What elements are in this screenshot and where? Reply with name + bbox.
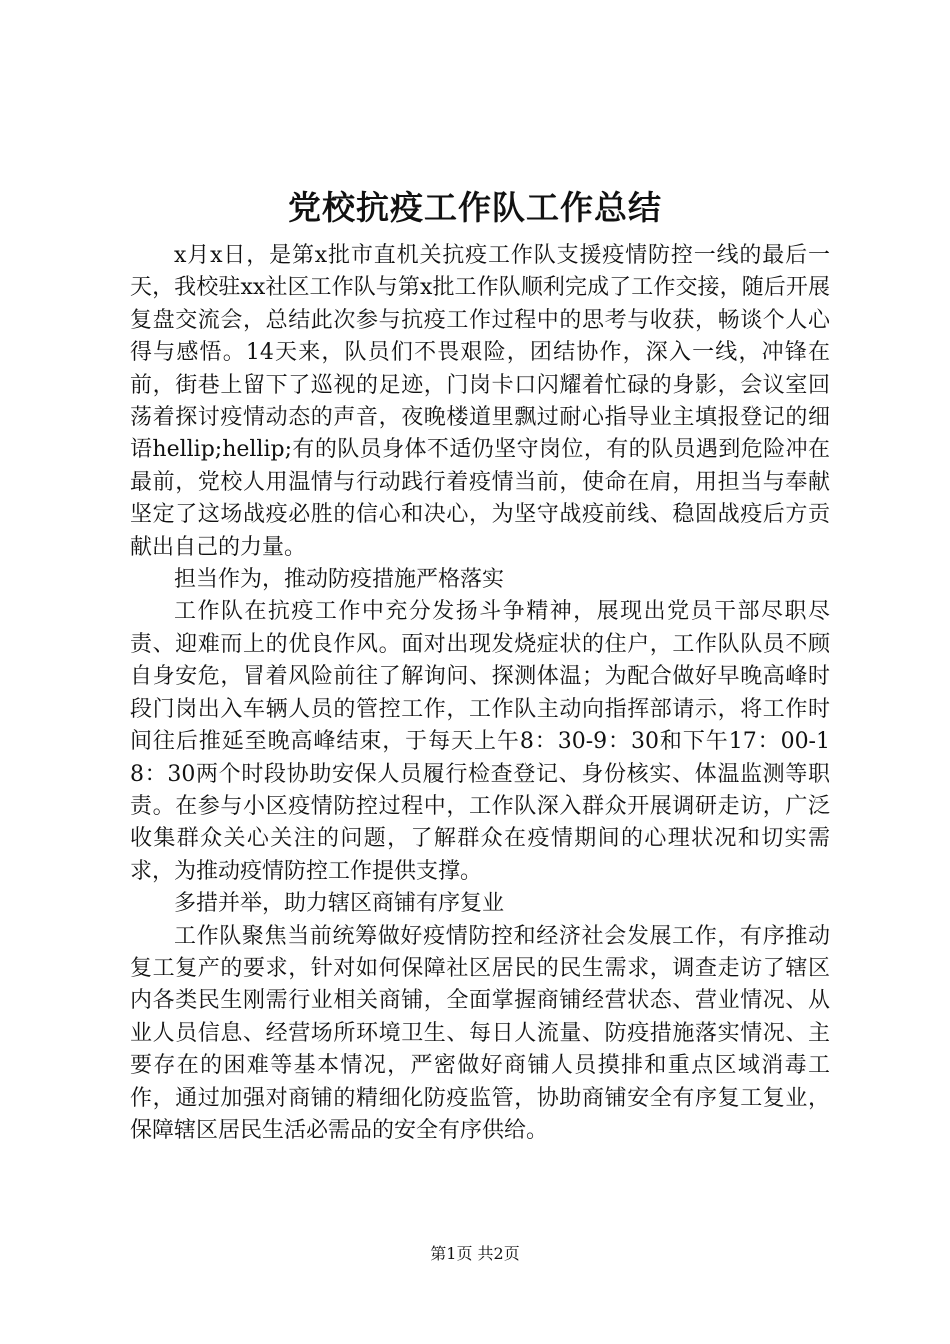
page-number-footer: 第1页 共2页: [430, 1244, 520, 1263]
section-paragraph-2: 工作队聚焦当前统筹做好疫情防控和经济社会发展工作，有序推动复工复产的要求，针对如何保障社区居民的民生需求，调查走访了辖区内各类民生刚需行业相关商铺，全面掌握商铺经营状态、营业情况、从业人员信息、经营场所环境卫生、每日人流量、防疫措施落实情况、主要存在的困难等基本情况，严密做好商铺人员摸排和重点区域消毒工作，通过加强对商铺的精细化防疫监管，协助商铺安全有序复工复业，保障辖区居民生活必需品的安全有序供给。: [130, 923, 830, 1143]
section-paragraph-1: 工作队在抗疫工作中充分发扬斗争精神，展现出党员干部尽职尽责、迎难而上的优良作风。面对出现发烧症状的住户，工作队队员不顾自身安危，冒着风险前往了解询问、探测体温；为配合做好早晚高峰时段门岗出入车辆人员的管控工作，工作队主动向指挥部请示，将工作时间往后推延至晚高峰结束，于每天上午8：30-9：30和下午17：00-18：30两个时段协助安保人员履行检查登记、身份核实、体温监测等职责。在参与小区疫情防控过程中，工作队深入群众开展调研走访，广泛收集群众关心关注的问题，了解群众在疫情期间的心理状况和切实需求，为推动疫情防控工作提供支撑。: [130, 599, 830, 884]
document-body: [130, 240, 830, 1147]
intro-paragraph: x月x日，是第x批市直机关抗疫工作队支援疫情防控一线的最后一天，我校驻xx社区工作队与第x批工作队顺利完成了工作交接，随后开展复盘交流会，总结此次参与抗疫工作过程中的思考与收获，畅谈个人心得与感悟。14天来，队员们不畏艰险，团结协作，深入一线，冲锋在前，街巷上留下了巡视的足迹，门岗卡口闪耀着忙碌的身影，会议室回荡着探讨疫情动态的声音，夜晚楼道里飘过耐心指导业主填报登记的细语hellip;hellip;有的队员身体不适仍坚守岗位，有的队员遇到危险冲在最前，党校人用温情与行动践行着疫情当前，使命在肩，用担当与奉献坚定了这场战疫必胜的信心和决心，为坚守战疫前线、稳固战疫后方贡献出自己的力量。: [130, 243, 830, 560]
section-heading-2: 多措并举，助力辖区商铺有序复业: [174, 891, 505, 917]
document-title: 党校抗疫工作队工作总结: [288, 188, 662, 227]
section-heading-1: 担当作为，推动防疫措施严格落实: [174, 567, 505, 593]
